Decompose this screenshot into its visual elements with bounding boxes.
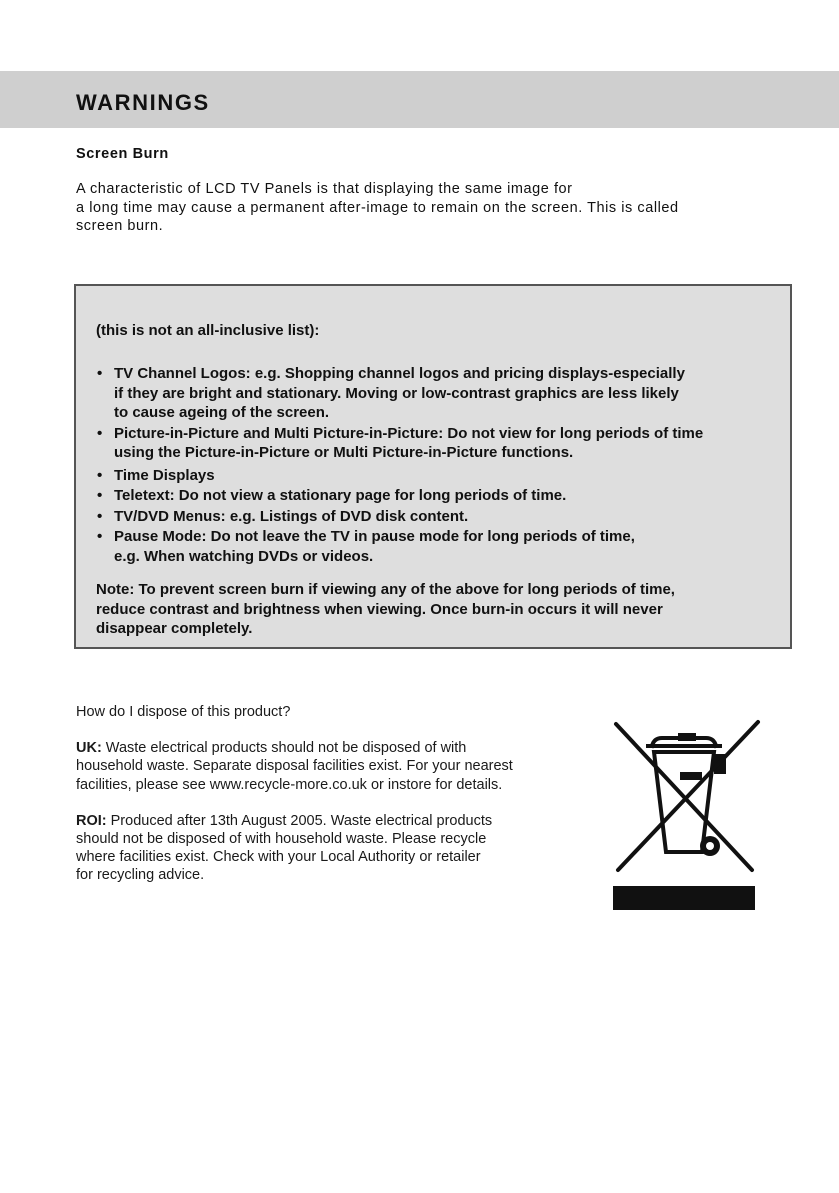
- warning-item-line: • Teletext: Do not view a stationary page for long periods of time.: [114, 487, 567, 504]
- intro-line: screen burn.: [76, 218, 164, 234]
- warning-item-line: to cause ageing of the screen.: [114, 404, 330, 421]
- disposal-roi-label: ROI:: [76, 812, 107, 829]
- note-line: Note: To prevent screen burn if viewing any of the above for long periods of time,: [96, 581, 675, 598]
- warning-item-picture-in-picture: [96, 424, 786, 463]
- crossed-out-wheelie-bin-icon: [610, 716, 762, 912]
- note-line: disappear completely.: [96, 620, 253, 637]
- warning-box: [74, 284, 792, 649]
- disposal-uk: [76, 739, 576, 794]
- disposal-roi-line: should not be disposed of with household waste. Please recycle: [76, 831, 487, 848]
- warning-item-menus: [96, 507, 786, 527]
- warning-item-line: if they are bright and stationary. Moving or low-contrast graphics are less likely: [114, 384, 679, 402]
- warning-item-line: • Picture-in-Picture and Multi Picture-in-Picture: Do not view for long periods of time: [114, 424, 704, 442]
- disposal-uk-label: UK:: [76, 740, 102, 757]
- intro-line: A characteristic of LCD TV Panels is that displaying the same image for: [76, 181, 573, 197]
- disposal-question: How do I dispose of this product?: [76, 704, 291, 720]
- warning-list: [96, 364, 786, 566]
- warning-item-pause-mode: [96, 527, 786, 566]
- disposal-roi-line: for recycling advice.: [76, 867, 205, 884]
- warning-item-teletext: [96, 486, 786, 506]
- warning-item-line: using the Picture-in-Picture or Multi Picture-in-Picture functions.: [114, 444, 574, 461]
- page-title: WARNINGS: [76, 90, 210, 115]
- disposal-section: [76, 703, 576, 885]
- warning-item-channel-logos: [96, 364, 786, 423]
- disposal-uk-line: facilities, please see www.recycle-more.co.uk or instore for details.: [76, 776, 503, 793]
- note-line: reduce contrast and brightness when viewing. Once burn-in occurs it will never: [96, 600, 663, 618]
- disposal-uk-text: Waste electrical products should not be disposed of with: [101, 740, 467, 757]
- warning-box-lead: (this is not an all-inclusive list):: [96, 322, 320, 339]
- disposal-roi: [76, 812, 576, 885]
- warning-item-line: • TV/DVD Menus: e.g. Listings of DVD disk content.: [114, 507, 469, 525]
- warning-item-line: • TV Channel Logos: e.g. Shopping channel logos and pricing displays-especially: [114, 365, 685, 382]
- disposal-roi-line: where facilities exist. Check with your Local Authority or retailer: [76, 849, 481, 866]
- warning-item-line: • Time Displays: [114, 466, 215, 484]
- screen-burn-intro: [76, 180, 766, 236]
- intro-line: a long time may cause a permanent after-image to remain on the screen. This is called: [76, 199, 679, 216]
- disposal-uk-line: [76, 739, 576, 757]
- warning-item-line: • Pause Mode: Do not leave the TV in pause mode for long periods of time,: [114, 528, 635, 545]
- section-heading-screen-burn: Screen Burn: [76, 146, 169, 162]
- warning-box-note: [96, 580, 786, 639]
- disposal-roi-text: Produced after 13th August 2005. Waste electrical products: [106, 812, 493, 829]
- warning-item-time-displays: [96, 466, 786, 486]
- disposal-roi-line: [76, 812, 576, 830]
- disposal-uk-line: household waste. Separate disposal facilities exist. For your nearest: [76, 758, 513, 775]
- warning-item-line: e.g. When watching DVDs or videos.: [114, 547, 374, 565]
